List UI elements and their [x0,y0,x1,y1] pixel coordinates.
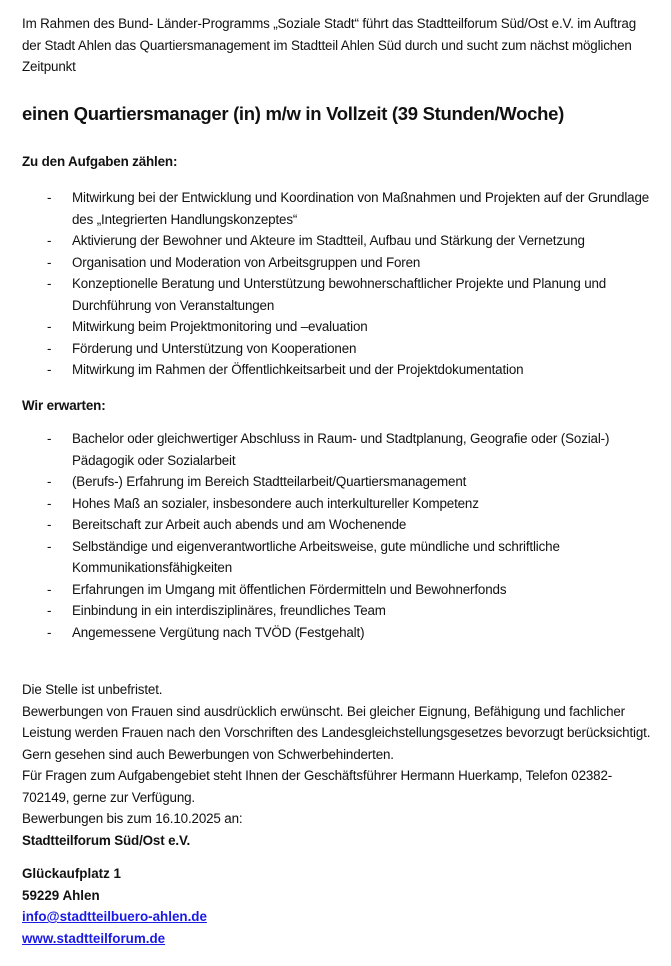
bullet-dash: - [47,538,52,554]
list-item [22,316,662,338]
list-item-text: Förderung und Unterstützung von Kooperationen [72,340,357,356]
bullet-dash: - [47,276,52,291]
address-city: 59229 Ahlen [22,887,100,903]
bullet-dash: - [47,517,52,532]
bullet-dash: - [47,495,52,511]
list-item [22,230,662,252]
list-item [22,536,662,579]
job-title-headline: einen Quartiersmanager (in) m/w in Vollzeit (39 Stunden/Woche) [22,103,564,124]
bullet-dash: - [47,362,52,377]
intro-paragraph: Im Rahmen des Bund- Länder-Programms „Soziale Stadt“ führt das Stadtteilforum Süd/Ost e.V. im Auftrag der Stadt Ahlen das Quartiersmanagement im Stadtteil Ahlen Süd durch und sucht zum nächst möglichen Zeitpunkt [22,16,637,74]
address-street: Glückaufplatz 1 [22,866,121,881]
bullet-dash: - [47,340,52,356]
list-item-text: Konzeptionelle Beratung und Unterstützung bewohnerschaftlicher Projekte und Planung und Durchführung von Veranstaltungen [72,276,607,313]
list-item-text: Bereitschaft zur Arbeit auch abends und am Wochenende [72,517,407,532]
closing-section [22,679,652,851]
list-item [22,622,662,644]
list-item-text: Organisation und Moderation von Arbeitsgruppen und Foren [72,254,421,270]
list-item-text: Angemessene Vergütung nach TVÖD (Festgehalt) [72,624,365,640]
organization-name: Stadtteilforum Süd/Ost e.V. [22,832,191,848]
list-item-text: Mitwirkung beim Projektmonitoring und –evaluation [72,319,368,334]
list-item [22,493,662,515]
permanent-position-note: Die Stelle ist unbefristet. [22,682,163,697]
list-item [22,252,662,274]
list-item [22,338,662,360]
tasks-list [22,187,662,381]
list-item-text: Einbindung in ein interdisziplinäres, freundliches Team [72,603,386,618]
contact-note: Für Fragen zum Aufgabengebiet steht Ihnen der Geschäftsführer Hermann Huerkamp, Telefon 02382-702149, gerne zur Verfügung. [22,768,613,805]
tasks-section-title: Zu den Aufgaben zählen: [22,154,178,169]
bullet-dash: - [47,431,52,446]
list-item [22,471,662,493]
bullet-dash: - [47,624,52,640]
equal-opportunity-note: Bewerbungen von Frauen sind ausdrücklich erwünscht. Bei gleicher Eignung, Befähigung und fachlicher Leistung werden Frauen nach den Vorschriften des Landesgleichstellungsgesetzes bevorzugt berücksichtigt. Gern gesehen sind auch Bewerbungen von Schwerbehinderten. [22,703,651,762]
list-item [22,600,662,622]
list-item-text: Erfahrungen im Umgang mit öffentlichen Fördermitteln und Bewohnerfonds [72,581,507,597]
bullet-dash: - [47,319,52,334]
email-link[interactable]: info@stadtteilbuero-ahlen.de [22,909,207,924]
bullet-dash: - [47,581,52,597]
address-block [22,863,207,949]
list-item-text: Bachelor oder gleichwertiger Abschluss in Raum- und Stadtplanung, Geografie oder (Sozial-) Pädagogik oder Sozialarbeit [72,431,610,468]
list-item-text: Selbständige und eigenverantwortliche Arbeitsweise, gute mündliche und schriftliche Kommunikationsfähigkeiten [72,538,560,575]
list-item [22,579,662,601]
list-item-text: (Berufs-) Erfahrung im Bereich Stadtteilarbeit/Quartiersmanagement [72,474,467,489]
list-item [22,187,662,230]
list-item [22,359,662,381]
list-item-text: Mitwirkung im Rahmen der Öffentlichkeitsarbeit und der Projektdokumentation [72,362,524,377]
bullet-dash: - [47,474,52,489]
website-link[interactable]: www.stadtteilforum.de [22,930,166,946]
list-item-text: Mitwirkung bei der Entwicklung und Koordination von Maßnahmen und Projekten auf der Grundlage des „Integrierten Handlungskonzeptes“ [72,190,650,227]
bullet-dash: - [47,190,52,205]
bullet-dash: - [47,254,52,270]
bullet-dash: - [47,233,52,248]
application-deadline: Bewerbungen bis zum 16.10.2025 an: [22,811,243,826]
list-item-text: Hohes Maß an sozialer, insbesondere auch interkultureller Kompetenz [72,495,479,511]
bullet-dash: - [47,603,52,618]
expectations-list [22,428,662,643]
list-item [22,428,662,471]
list-item [22,273,662,316]
list-item-text: Aktivierung der Bewohner und Akteure im Stadtteil, Aufbau und Stärkung der Vernetzung [72,233,585,248]
expectations-section-title: Wir erwarten: [22,398,106,413]
list-item [22,514,662,536]
